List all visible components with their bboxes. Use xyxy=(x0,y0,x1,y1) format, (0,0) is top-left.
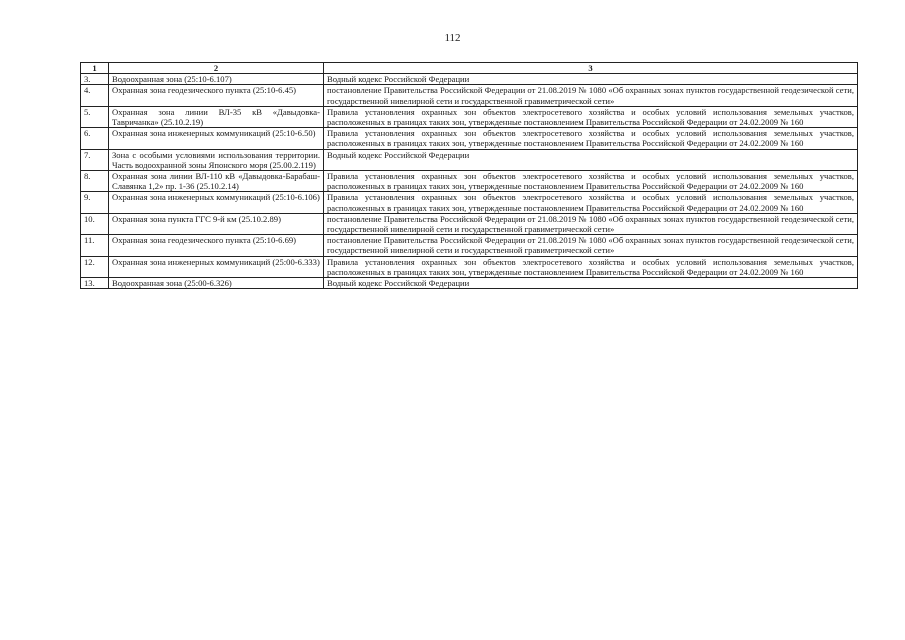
legal-basis: Водный кодекс Российской Федерации xyxy=(324,278,858,289)
row-number: 8. xyxy=(81,171,109,192)
column-header-legal-basis: 3 xyxy=(324,63,858,74)
column-header-zone-name: 2 xyxy=(109,63,324,74)
row-number: 10. xyxy=(81,213,109,234)
zone-name: Охранная зона линии ВЛ-110 кВ «Давыдовка-Барабаш-Славянка 1,2» пр. 1-36 (25.10.2.14) xyxy=(109,171,324,192)
row-number: 5. xyxy=(81,106,109,127)
row-number: 6. xyxy=(81,128,109,149)
row-number: 13. xyxy=(81,278,109,289)
zone-name: Охранная зона инженерных коммуникаций (25:10-6.106) xyxy=(109,192,324,213)
table-row xyxy=(81,106,858,127)
zone-name: Охранная зона инженерных коммуникаций (25:10-6.50) xyxy=(109,128,324,149)
table-row xyxy=(81,256,858,277)
zone-name: Охранная зона геодезического пункта (25:10-6.69) xyxy=(109,235,324,256)
zone-name: Водоохранная зона (25:00-6.326) xyxy=(109,278,324,289)
row-number: 11. xyxy=(81,235,109,256)
zone-name: Водоохранная зона (25:10-6.107) xyxy=(109,74,324,85)
table-row xyxy=(81,192,858,213)
table-row xyxy=(81,74,858,85)
legal-basis: Правила установления охранных зон объектов электросетевого хозяйства и особых условий использования земельных участков, расположенных в границах таких зон, утвержденные постановлением Правительства Российской Федерации от 24.02.2009 № 160 xyxy=(324,256,858,277)
legal-basis: постановление Правительства Российской Федерации от 21.08.2019 № 1080 «Об охранных зонах пунктов государственной геодезической сети, государственной нивелирной сети и государственной гравиметрической сети» xyxy=(324,85,858,106)
zone-name: Охранная зона линии ВЛ-35 кВ «Давыдовка-Тавричанка» (25.10.2.19) xyxy=(109,106,324,127)
table-row xyxy=(81,213,858,234)
row-number: 7. xyxy=(81,149,109,170)
legal-basis: Водный кодекс Российской Федерации xyxy=(324,74,858,85)
legal-basis: Правила установления охранных зон объектов электросетевого хозяйства и особых условий использования земельных участков, расположенных в границах таких зон, утвержденные постановлением Правительства Российской Федерации от 24.02.2009 № 160 xyxy=(324,106,858,127)
zone-name: Зона с особыми условиями использования территории. Часть водоохранной зоны Японского моря (25.00.2.119) xyxy=(109,149,324,170)
legal-basis: постановление Правительства Российской Федерации от 21.08.2019 № 1080 «Об охранных зонах пунктов государственной геодезической сети, государственной нивелирной сети и государственной гравиметрической сети» xyxy=(324,235,858,256)
legal-basis: Правила установления охранных зон объектов электросетевого хозяйства и особых условий использования земельных участков, расположенных в границах таких зон, утвержденные постановлением Правительства Российской Федерации от 24.02.2009 № 160 xyxy=(324,171,858,192)
page-number: 112 xyxy=(444,32,461,44)
column-header-number: 1 xyxy=(81,63,109,74)
table-row xyxy=(81,278,858,289)
table-row xyxy=(81,85,858,106)
legal-basis: Водный кодекс Российской Федерации xyxy=(324,149,858,170)
row-number: 9. xyxy=(81,192,109,213)
legal-basis: постановление Правительства Российской Федерации от 21.08.2019 № 1080 «Об охранных зонах пунктов государственной геодезической сети, государственной нивелирной сети и государственной гравиметрической сети» xyxy=(324,213,858,234)
zone-name: Охранная зона инженерных коммуникаций (25:00-6.333) xyxy=(109,256,324,277)
table-row xyxy=(81,149,858,170)
table-row xyxy=(81,235,858,256)
table-header-row xyxy=(81,63,858,74)
table-row xyxy=(81,128,858,149)
zones-table xyxy=(80,62,858,289)
row-number: 12. xyxy=(81,256,109,277)
zone-name: Охранная зона геодезического пункта (25:10-6.45) xyxy=(109,85,324,106)
row-number: 3. xyxy=(81,74,109,85)
row-number: 4. xyxy=(81,85,109,106)
zone-name: Охранная зона пункта ГГС 9-й км (25.10.2.89) xyxy=(109,213,324,234)
legal-basis: Правила установления охранных зон объектов электросетевого хозяйства и особых условий использования земельных участков, расположенных в границах таких зон, утвержденные постановлением Правительства Российской Федерации от 24.02.2009 № 160 xyxy=(324,192,858,213)
table-row xyxy=(81,171,858,192)
legal-basis: Правила установления охранных зон объектов электросетевого хозяйства и особых условий использования земельных участков, расположенных в границах таких зон, утвержденные постановлением Правительства Российской Федерации от 24.02.2009 № 160 xyxy=(324,128,858,149)
